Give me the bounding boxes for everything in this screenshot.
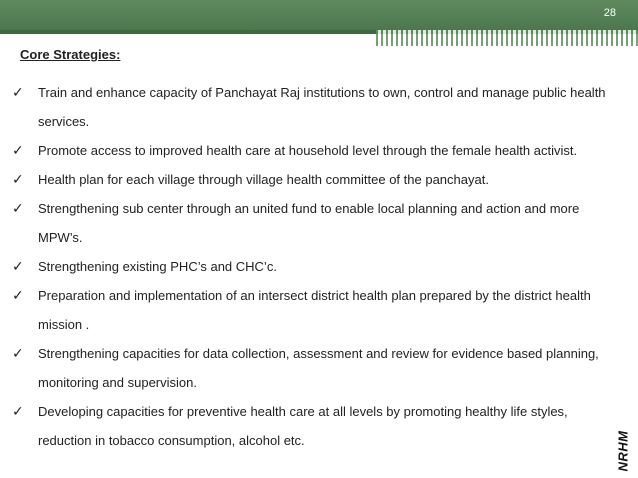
logo-text: NRHM: [615, 430, 631, 472]
check-icon: ✓: [12, 84, 24, 100]
list-item: [10, 281, 610, 339]
list-item: [10, 136, 610, 165]
check-icon: ✓: [12, 345, 24, 361]
decorative-stripes: [376, 30, 638, 46]
check-icon: ✓: [12, 403, 24, 419]
list-item: [10, 252, 610, 281]
check-icon: ✓: [12, 258, 24, 274]
list-item-text: Promote access to improved health care at household level through the female health activist.: [38, 143, 578, 158]
list-item-text: Train and enhance capacity of Panchayat Raj institutions to own, control and manage public health services.: [38, 85, 606, 129]
list-item: [10, 78, 610, 136]
strategy-list: [10, 78, 610, 455]
nrhm-logo: [612, 428, 634, 474]
page-number: 28: [603, 7, 616, 19]
header-bar: [0, 0, 638, 34]
list-item-text: Strengthening existing PHC’s and CHC’c.: [38, 259, 277, 274]
list-item: [10, 397, 610, 455]
check-icon: ✓: [12, 200, 24, 216]
check-icon: ✓: [12, 287, 24, 303]
list-item-text: Strengthening capacities for data collection, assessment and review for evidence based planning, monitoring and supervision.: [38, 346, 599, 390]
list-item: [10, 165, 610, 194]
check-icon: ✓: [12, 142, 24, 158]
list-item-text: Developing capacities for preventive health care at all levels by promoting healthy life styles, reduction in tobacco consumption, alcohol etc.: [38, 404, 568, 448]
check-icon: ✓: [12, 171, 24, 187]
list-item-text: Preparation and implementation of an intersect district health plan prepared by the district health mission .: [38, 288, 591, 332]
list-item: [10, 339, 610, 397]
list-item-text: Strengthening sub center through an united fund to enable local planning and action and more MPW’s.: [38, 201, 580, 245]
section-heading: Core Strategies:: [20, 47, 121, 62]
list-item-text: Health plan for each village through village health committee of the panchayat.: [38, 172, 489, 187]
list-item: [10, 194, 610, 252]
